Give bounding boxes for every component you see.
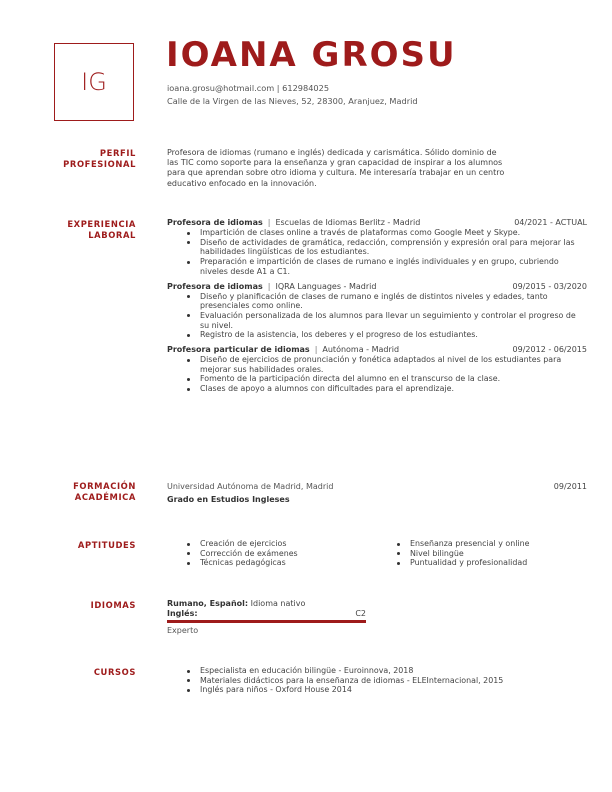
job-dates: 09/2012 - 06/2015 xyxy=(512,345,587,355)
job-company: Autónoma - Madrid xyxy=(322,345,400,355)
skill-item: Técnicas pedagógicas xyxy=(200,558,377,568)
skills-column-right xyxy=(377,539,587,568)
education-date: 09/2011 xyxy=(553,482,587,491)
profile-line: las TIC como soporte para la enseñanza y gran capacidad de inspirar a los alumnos xyxy=(167,158,503,168)
job-entry xyxy=(167,344,587,394)
english-label: Inglés: xyxy=(167,609,198,619)
skills-list xyxy=(167,539,587,572)
section-label-experience xyxy=(26,219,136,240)
experience-list xyxy=(167,217,587,398)
job-company: IQRA Languages - Madrid xyxy=(275,281,377,291)
course-bullets xyxy=(167,666,587,695)
section-label-skills xyxy=(26,540,136,551)
job-entry xyxy=(167,217,587,277)
profile-label-line-1: PERFIL xyxy=(99,148,136,158)
profile-summary xyxy=(167,148,587,189)
job-company: Escuelas de Idiomas Berlitz - Madrid xyxy=(275,218,421,227)
native-languages-value: Idioma nativo xyxy=(250,599,306,608)
courses-list xyxy=(167,666,587,699)
job-dates: 09/2015 - 03/2020 xyxy=(512,281,587,291)
section-label-languages xyxy=(26,600,136,611)
candidate-name: IOANA GROSU xyxy=(166,35,457,75)
job-bullet: Evaluación personalizada de los alumnos para llevar un seguimiento y controlar el progreso de su nivel. xyxy=(200,311,587,330)
native-languages xyxy=(167,599,587,609)
course-item: Especialista en educación bilingüe - Euroinnova, 2018 xyxy=(200,666,587,676)
job-bullet: Impartición de clases online a través de plataformas como Google Meet y Skype. xyxy=(200,228,587,238)
job-entry xyxy=(167,281,587,341)
profile-line: para que aprendan sobre otro idioma y cultura. Me interesaría trabajar en un centro xyxy=(167,168,505,178)
education-header xyxy=(167,481,587,492)
profile-line: Profesora de idiomas (rumano e inglés) dedicada y carismática. Sólido dominio de xyxy=(167,148,497,157)
job-bullet: Diseño de actividades de gramática, redacción, comprensión y expresión oral para mejorar las habilidades lingüísticas de los estudiantes. xyxy=(200,238,587,257)
skill-item: Enseñanza presencial y online xyxy=(410,539,587,549)
section-label-profile xyxy=(26,148,136,169)
separator: | xyxy=(267,281,271,291)
job-title: Profesora de idiomas xyxy=(167,281,263,291)
job-header xyxy=(167,217,587,228)
profile-label-line-2: PROFESIONAL xyxy=(63,158,136,169)
skill-item: Corrección de exámenes xyxy=(200,549,377,559)
skill-item: Puntualidad y profesionalidad xyxy=(410,558,587,568)
address: Calle de la Virgen de las Nieves, 52, 28300, Aranjuez, Madrid xyxy=(167,96,418,106)
skill-item: Creación de ejercicios xyxy=(200,539,377,549)
course-item: Materiales didácticos para la enseñanza de idiomas - ELEInternacional, 2015 xyxy=(200,676,587,686)
education-degree: Grado en Estudios Ingleses xyxy=(167,495,290,504)
languages-list xyxy=(167,599,587,637)
skills-column-left xyxy=(167,539,377,568)
job-title: Profesora particular de idiomas xyxy=(167,345,310,355)
english-level: C2 xyxy=(355,609,366,619)
experience-label-line-1: EXPERIENCIA xyxy=(67,219,136,229)
courses-label: CURSOS xyxy=(93,667,136,677)
course-item: Inglés para niños - Oxford House 2014 xyxy=(200,685,587,695)
section-label-education xyxy=(26,481,136,502)
english-proficiency-bar xyxy=(167,620,366,623)
job-dates: 04/2021 - ACTUAL xyxy=(514,218,587,227)
job-bullets xyxy=(167,292,587,341)
languages-label: IDIOMAS xyxy=(90,600,136,610)
education-institution: Universidad Autónoma de Madrid, Madrid xyxy=(167,482,334,491)
job-bullets xyxy=(167,355,587,394)
section-label-courses xyxy=(26,667,136,678)
native-languages-label: Rumano, Español: xyxy=(167,599,249,608)
separator: | xyxy=(314,345,318,355)
job-bullet: Fomento de la participación directa del alumno en el transcurso de la clase. xyxy=(200,374,587,384)
monogram: IG xyxy=(54,43,134,121)
job-bullet: Diseño de ejercicios de pronunciación y fonética adaptados al nivel de los estudiantes para mejorar sus habilidades orales. xyxy=(200,355,587,374)
skill-item: Nivel bilingüe xyxy=(410,549,587,559)
skills-label: APTITUDES xyxy=(77,540,136,550)
job-header xyxy=(167,344,587,355)
english-description: Experto xyxy=(167,626,199,636)
experience-label-line-2: LABORAL xyxy=(88,229,136,240)
job-bullet: Registro de la asistencia, los deberes y el progreso de los estudiantes. xyxy=(200,330,587,340)
contact-info: ioana.grosu@hotmail.com | 612984025 xyxy=(167,83,330,93)
english-row xyxy=(167,609,366,619)
job-bullet: Diseño y planificación de clases de rumano e inglés de distintos niveles y edades, tanto presenciales como online. xyxy=(200,292,587,311)
education-label-line-1: FORMACIÓN xyxy=(73,481,136,491)
job-header xyxy=(167,281,587,292)
job-title: Profesora de idiomas xyxy=(167,218,263,227)
job-bullet: Clases de apoyo a alumnos con dificultades para el aprendizaje. xyxy=(200,384,587,394)
separator: | xyxy=(267,218,271,227)
job-bullets xyxy=(167,228,587,277)
profile-line: educativo enfocado en la innovación. xyxy=(167,178,317,188)
education-label-line-2: ACADÉMICA xyxy=(74,491,136,502)
english-proficiency-track xyxy=(167,620,366,623)
education-entry xyxy=(167,481,587,505)
job-bullet: Preparación e impartición de clases de rumano e inglés individuales y en grupo, cubriendo niveles desde A1 a C1. xyxy=(200,257,587,276)
